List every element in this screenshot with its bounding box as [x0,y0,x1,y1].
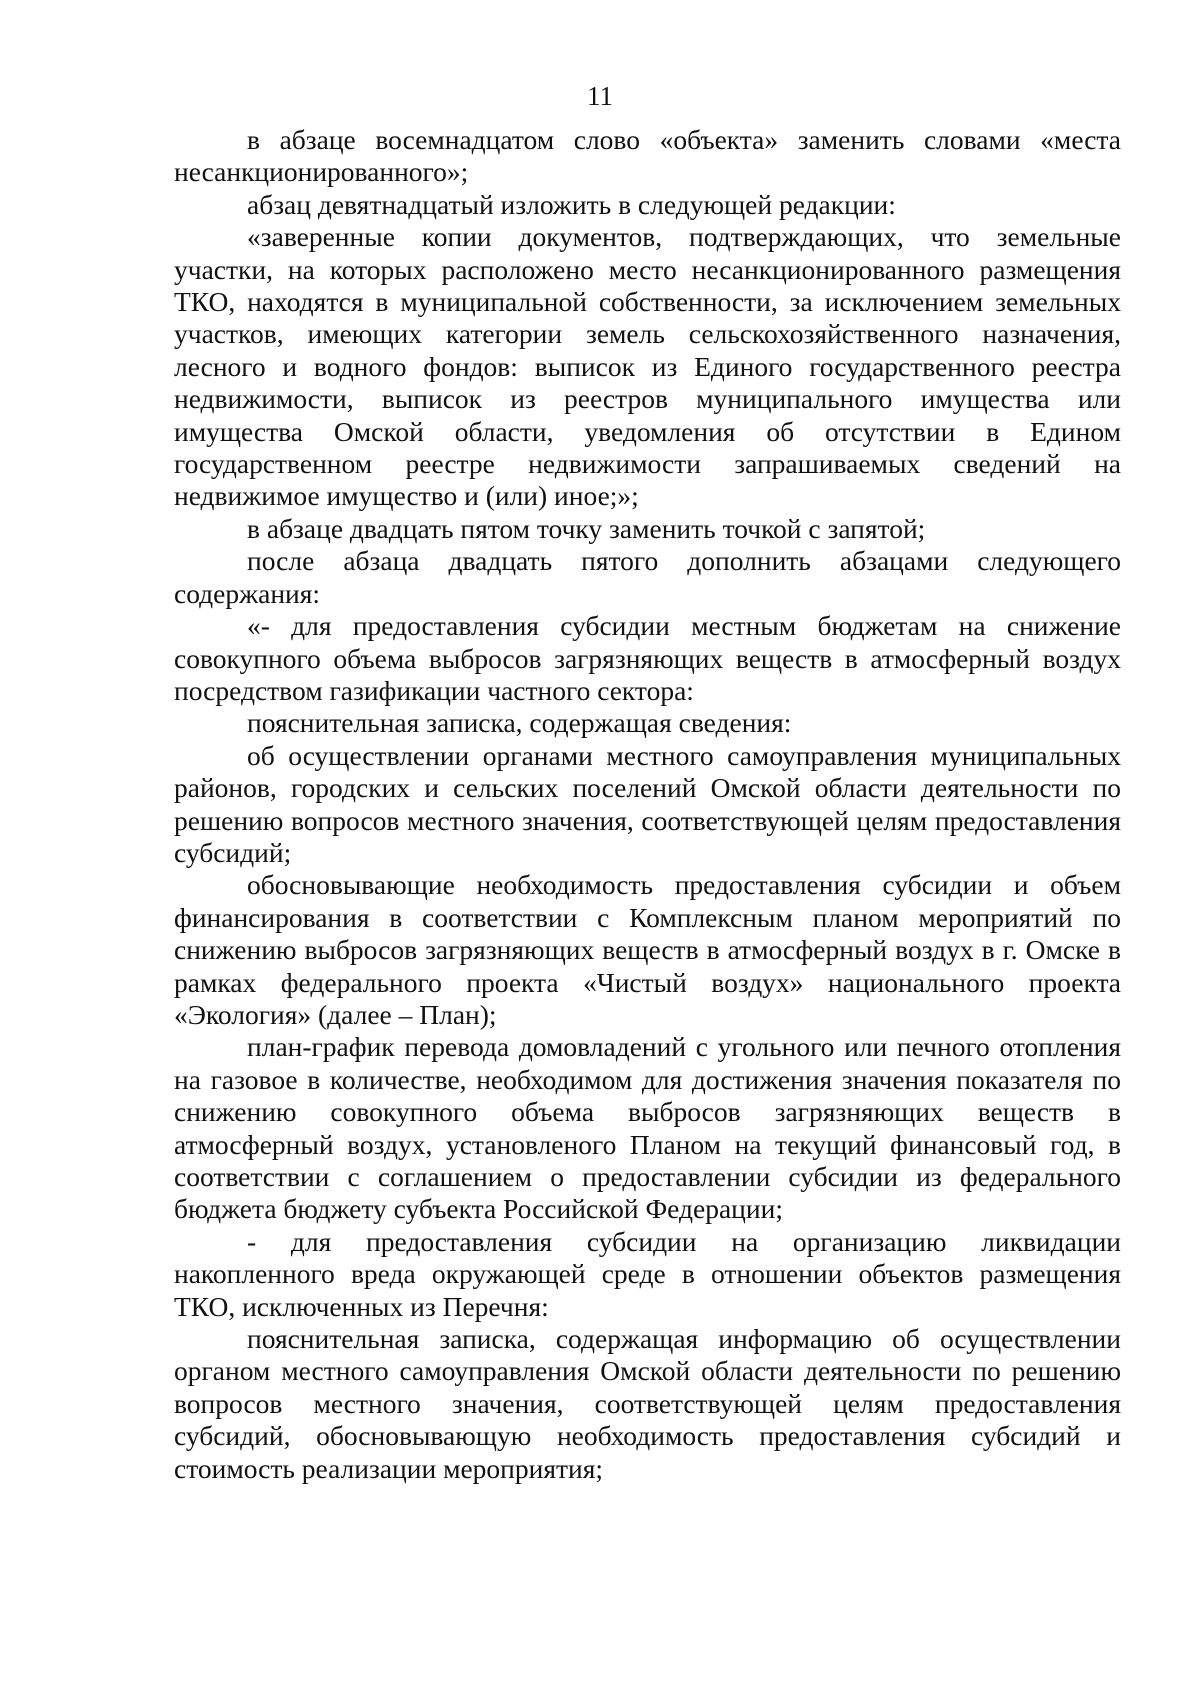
document-body [174,124,1121,1485]
paragraph: об осуществлении органами местного самоуправления муниципальных районов, городских и сельских поселений Омской области деятельности по решению вопросов местного значения, соответствующей целям предоставления субсидий; [174,739,1121,868]
paragraph: в абзаце восемнадцатом слово «объекта» заменить словами «места несанкционированного»; [174,124,1121,188]
paragraph: «заверенные копии документов, подтверждающих, что земельные участки, на которых расположено место несанкционированного размещения ТКО, находятся в муниципальной собственности, за исключением земельных участков, имеющих категории земель сельскохозяйственного назначения, лесного и водного фондов: выписок из Единого государственного реестра недвижимости, выписок из реестров муниципального имущества или имущества Омской области, уведомления об отсутствии в Едином государственном реестре недвижимости запрашиваемых сведений на недвижимое имущество и (или) иное;»; [174,221,1121,512]
paragraph: пояснительная записка, содержащая сведения: [247,707,792,739]
page-number: 11 [587,81,613,111]
paragraph: - для предоставления субсидии на организацию ликвидации накопленного вреда окружающей среде в отношении объектов размещения ТКО, исключенных из Перечня: [174,1225,1121,1322]
paragraph: «- для предоставления субсидии местным бюджетам на снижение совокупного объема выбросов загрязняющих веществ в атмосферный воздух посредством газификации частного сектора: [174,610,1121,706]
paragraph: абзац девятнадцатый изложить в следующей редакции: [247,188,896,220]
paragraph: в абзаце двадцать пятом точку заменить точкой с запятой; [247,512,926,544]
paragraph: пояснительная записка, содержащая информацию об осуществлении органом местного самоуправления Омской области деятельности по решению вопросов местного значения, соответствующей целям предоставления субсидий, обосновывающую необходимость предоставления субсидий и стоимость реализации мероприятия; [174,1323,1121,1484]
paragraph: после абзаца двадцать пятого дополнить абзацами следующего содержания: [174,545,1121,609]
paragraph: обосновывающие необходимость предоставления субсидии и объем финансирования в соответствии с Комплексным планом мероприятий по снижению выбросов загрязняющих веществ в атмосферный воздух в г. Омске в рамках федерального проекта «Чистый воздух» национального проекта «Экология» (далее – План); [174,869,1121,1030]
paragraph: план-график перевода домовладений с угольного или печного отопления на газовое в количестве, необходимом для достижения значения показателя по снижению совокупного объема выбросов загрязняющих веществ в атмосферный воздух, установленого Планом на текущий финансовый год, в соответствии с соглашением о предоставлении субсидии из федерального бюджета бюджету субъекта Российской Федерации; [174,1031,1121,1225]
